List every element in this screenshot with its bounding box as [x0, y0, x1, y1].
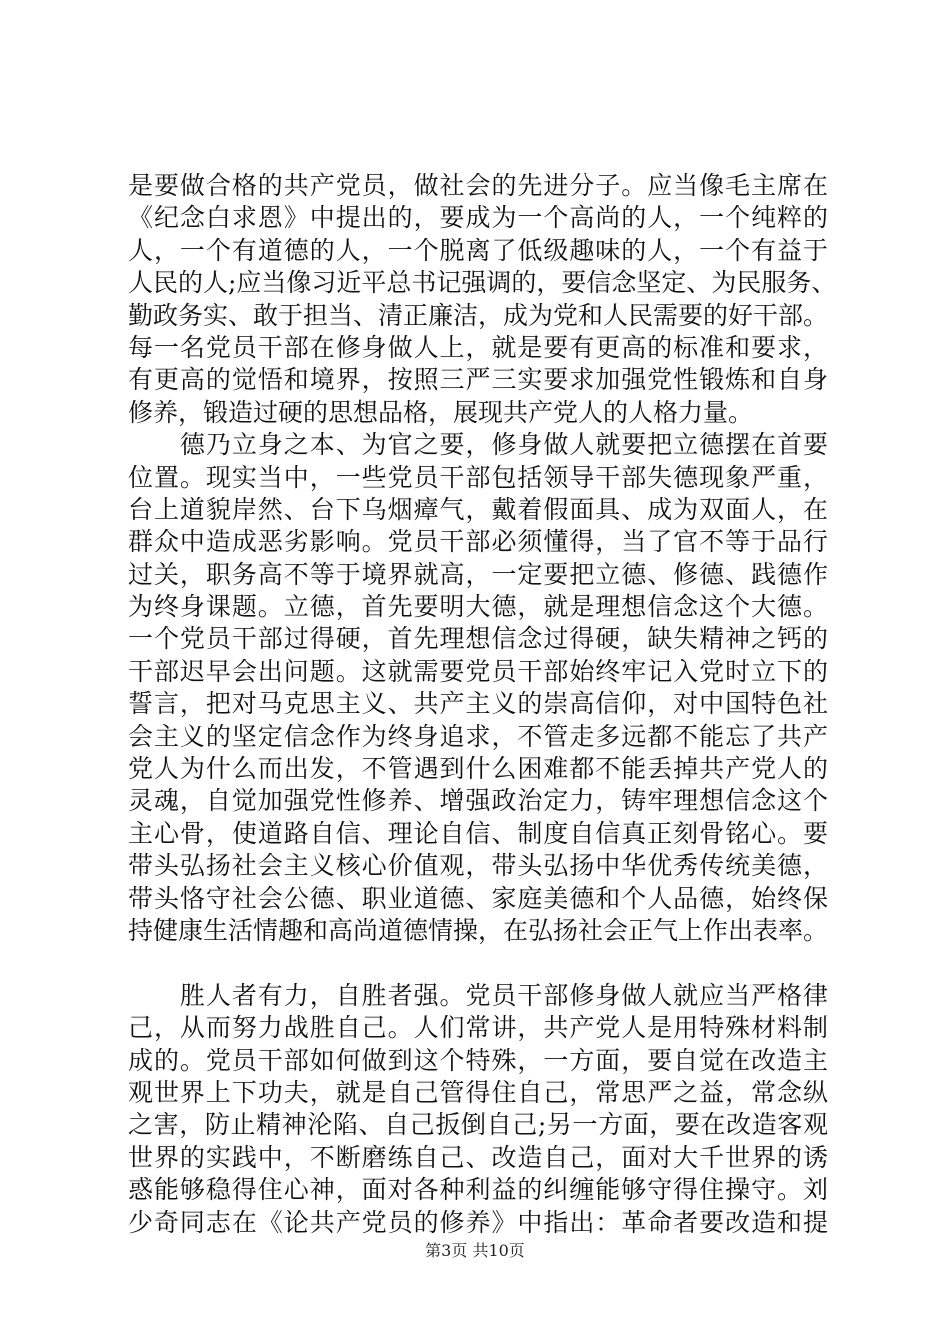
- text-line: 带头恪守社会公德、职业道德、家庭美德和个人品德，始终保: [128, 883, 828, 913]
- paragraph-spacer: [128, 947, 828, 979]
- text-line: 之害，防止精神沦陷、自己扳倒自己;另一方面，要在改造客观: [128, 1110, 828, 1140]
- text-line: 有更高的觉悟和境界，按照三严三实要求加强党性锻炼和自身: [128, 365, 828, 395]
- text-line: 台上道貌岸然、台下乌烟瘴气，戴着假面具、成为双面人，在: [128, 494, 828, 524]
- page-number-footer: 第3页 共10页: [425, 1241, 525, 1260]
- paragraph-3: [128, 980, 828, 1239]
- text-line: 勤政务实、敢于担当、清正廉洁，成为党和人民需要的好干部。: [128, 300, 829, 330]
- text-line: 持健康生活情趣和高尚道德情操，在弘扬社会正气上作出表率。: [128, 915, 829, 945]
- text-line: 党人为什么而出发，不管遇到什么困难都不能丢掉共产党人的: [128, 754, 828, 784]
- text-line: 干部迟早会出问题。这就需要党员干部始终牢记入党时立下的: [128, 656, 828, 686]
- document-body: [128, 170, 837, 1239]
- text-line: 每一名党员干部在修身做人上，就是要有更高的标准和要求，: [128, 332, 828, 362]
- text-line: 惑能够稳得住心神，面对各种利益的纠缠能够守得住操守。刘: [128, 1175, 828, 1205]
- paragraph-2: [128, 429, 828, 947]
- text-line: 群众中造成恶劣影响。党员干部必须懂得，当了官不等于品行: [128, 527, 828, 557]
- text-line: 带头弘扬社会主义核心价值观，带头弘扬中华优秀传统美德，: [128, 851, 828, 881]
- text-line: 人，一个有道德的人，一个脱离了低级趣味的人，一个有益于: [128, 235, 828, 265]
- text-line: 会主义的坚定信念作为终身追求，不管走多远都不能忘了共产: [128, 721, 828, 751]
- text-line: 世界的实践中，不断磨练自己、改造自己，面对大千世界的诱: [128, 1142, 828, 1172]
- text-line: 《纪念白求恩》中提出的，要成为一个高尚的人，一个纯粹的: [128, 203, 828, 233]
- text-line: 灵魂，自觉加强党性修养、增强政治定力，铸牢理想信念这个: [128, 786, 828, 816]
- text-line: 为终身课题。立德，首先要明大德，就是理想信念这个大德。: [128, 592, 828, 622]
- text-line: 观世界上下功夫，就是自己管得住自己，常思严之益，常念纵: [128, 1077, 828, 1107]
- text-line: 成的。党员干部如何做到这个特殊，一方面，要自觉在改造主: [128, 1045, 828, 1075]
- text-line: 是要做合格的共产党员，做社会的先进分子。应当像毛主席在: [128, 171, 828, 200]
- text-line: 一个党员干部过得硬，首先理想信念过得硬，缺失精神之钙的: [128, 624, 828, 654]
- text-line: 己，从而努力战胜自己。人们常讲，共产党人是用特殊材料制: [128, 1013, 828, 1043]
- text-line: 修养，锻造过硬的思想品格，展现共产党人的人格力量。: [128, 397, 754, 427]
- text-line: 位置。现实当中，一些党员干部包括领导干部失德现象严重，: [128, 462, 828, 492]
- text-line: 少奇同志在《论共产党员的修养》中指出：革命者要改造和提: [128, 1207, 828, 1237]
- text-line: 过关，职务高不等于境界就高，一定要把立德、修德、践德作: [128, 559, 828, 589]
- text-line: 主心骨，使道路自信、理论自信、制度自信真正刻骨铭心。要: [128, 818, 828, 848]
- text-line: 德乃立身之本、为官之要，修身做人就要把立德摆在首要: [128, 430, 828, 460]
- text-line: 誓言，把对马克思主义、共产主义的崇高信仰，对中国特色社: [128, 689, 828, 719]
- text-line: 人民的人;应当像习近平总书记强调的，要信念坚定、为民服务、: [128, 268, 837, 298]
- paragraph-1: [128, 170, 837, 429]
- text-line: 胜人者有力，自胜者强。党员干部修身做人就应当严格律: [128, 980, 828, 1010]
